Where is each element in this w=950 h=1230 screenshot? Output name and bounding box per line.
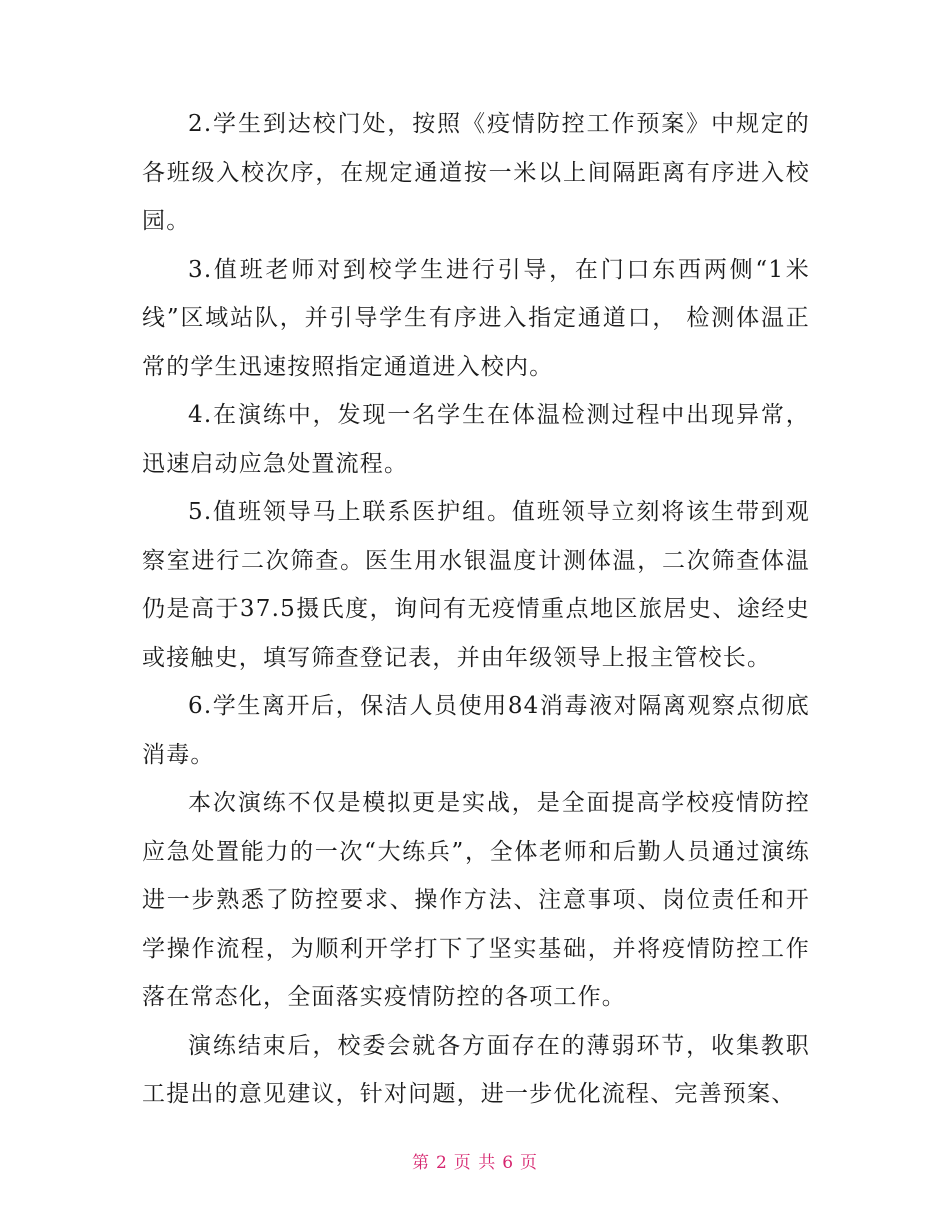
footer-middle: 页 共 xyxy=(453,1153,497,1173)
page-footer xyxy=(0,1148,950,1173)
paragraph-step-3: 3.值班老师对到校学生进行引导，在门口东西两侧“1米线”区域站队，并引导学生有序进入指定通道口， 检测体温正常的学生迅速按照指定通道进入校内。 xyxy=(142,256,810,380)
paragraph-step-4: 4.在演练中，发现一名学生在体温检测过程中出现异常，迅速启动应急处置流程。 xyxy=(142,402,810,477)
paragraph-followup: 演练结束后，校委会就各方面存在的薄弱环节，收集教职工提出的意见建议，针对问题，进一步优化流程、完善预案、 xyxy=(142,1032,810,1107)
paragraph-summary: 本次演练不仅是模拟更是实战，是全面提高学校疫情防控应急处置能力的一次“大练兵”，全体老师和后勤人员通过演练进一步熟悉了防控要求、操作方法、注意事项、岗位责任和开学操作流程，为顺利开学打下了坚实基础，并将疫情防控工作落在常态化，全面落实疫情防控的各项工作。 xyxy=(142,790,810,1010)
paragraph-step-6: 6.学生离开后，保洁人员使用84消毒液对隔离观察点彻底消毒。 xyxy=(142,693,810,768)
paragraph-step-5: 5.值班领导马上联系医护组。值班领导立刻将该生带到观察室进行二次筛查。医生用水银温度计测体温，二次筛查体温仍是高于37.5摄氏度，询问有无疫情重点地区旅居史、途经史或接触史，填写筛查登记表，并由年级领导上报主管校长。 xyxy=(142,499,810,671)
footer-total-pages: 6 xyxy=(502,1153,515,1173)
footer-suffix: 页 xyxy=(520,1153,539,1173)
document-body xyxy=(142,100,810,1119)
paragraph-step-2: 2.学生到达校门处，按照《疫情防控工作预案》中规定的各班级入校次序，在规定通道按一米以上间隔距离有序进入校园。 xyxy=(142,111,810,234)
footer-prefix: 第 xyxy=(411,1153,430,1173)
footer-page-number: 2 xyxy=(435,1153,448,1173)
